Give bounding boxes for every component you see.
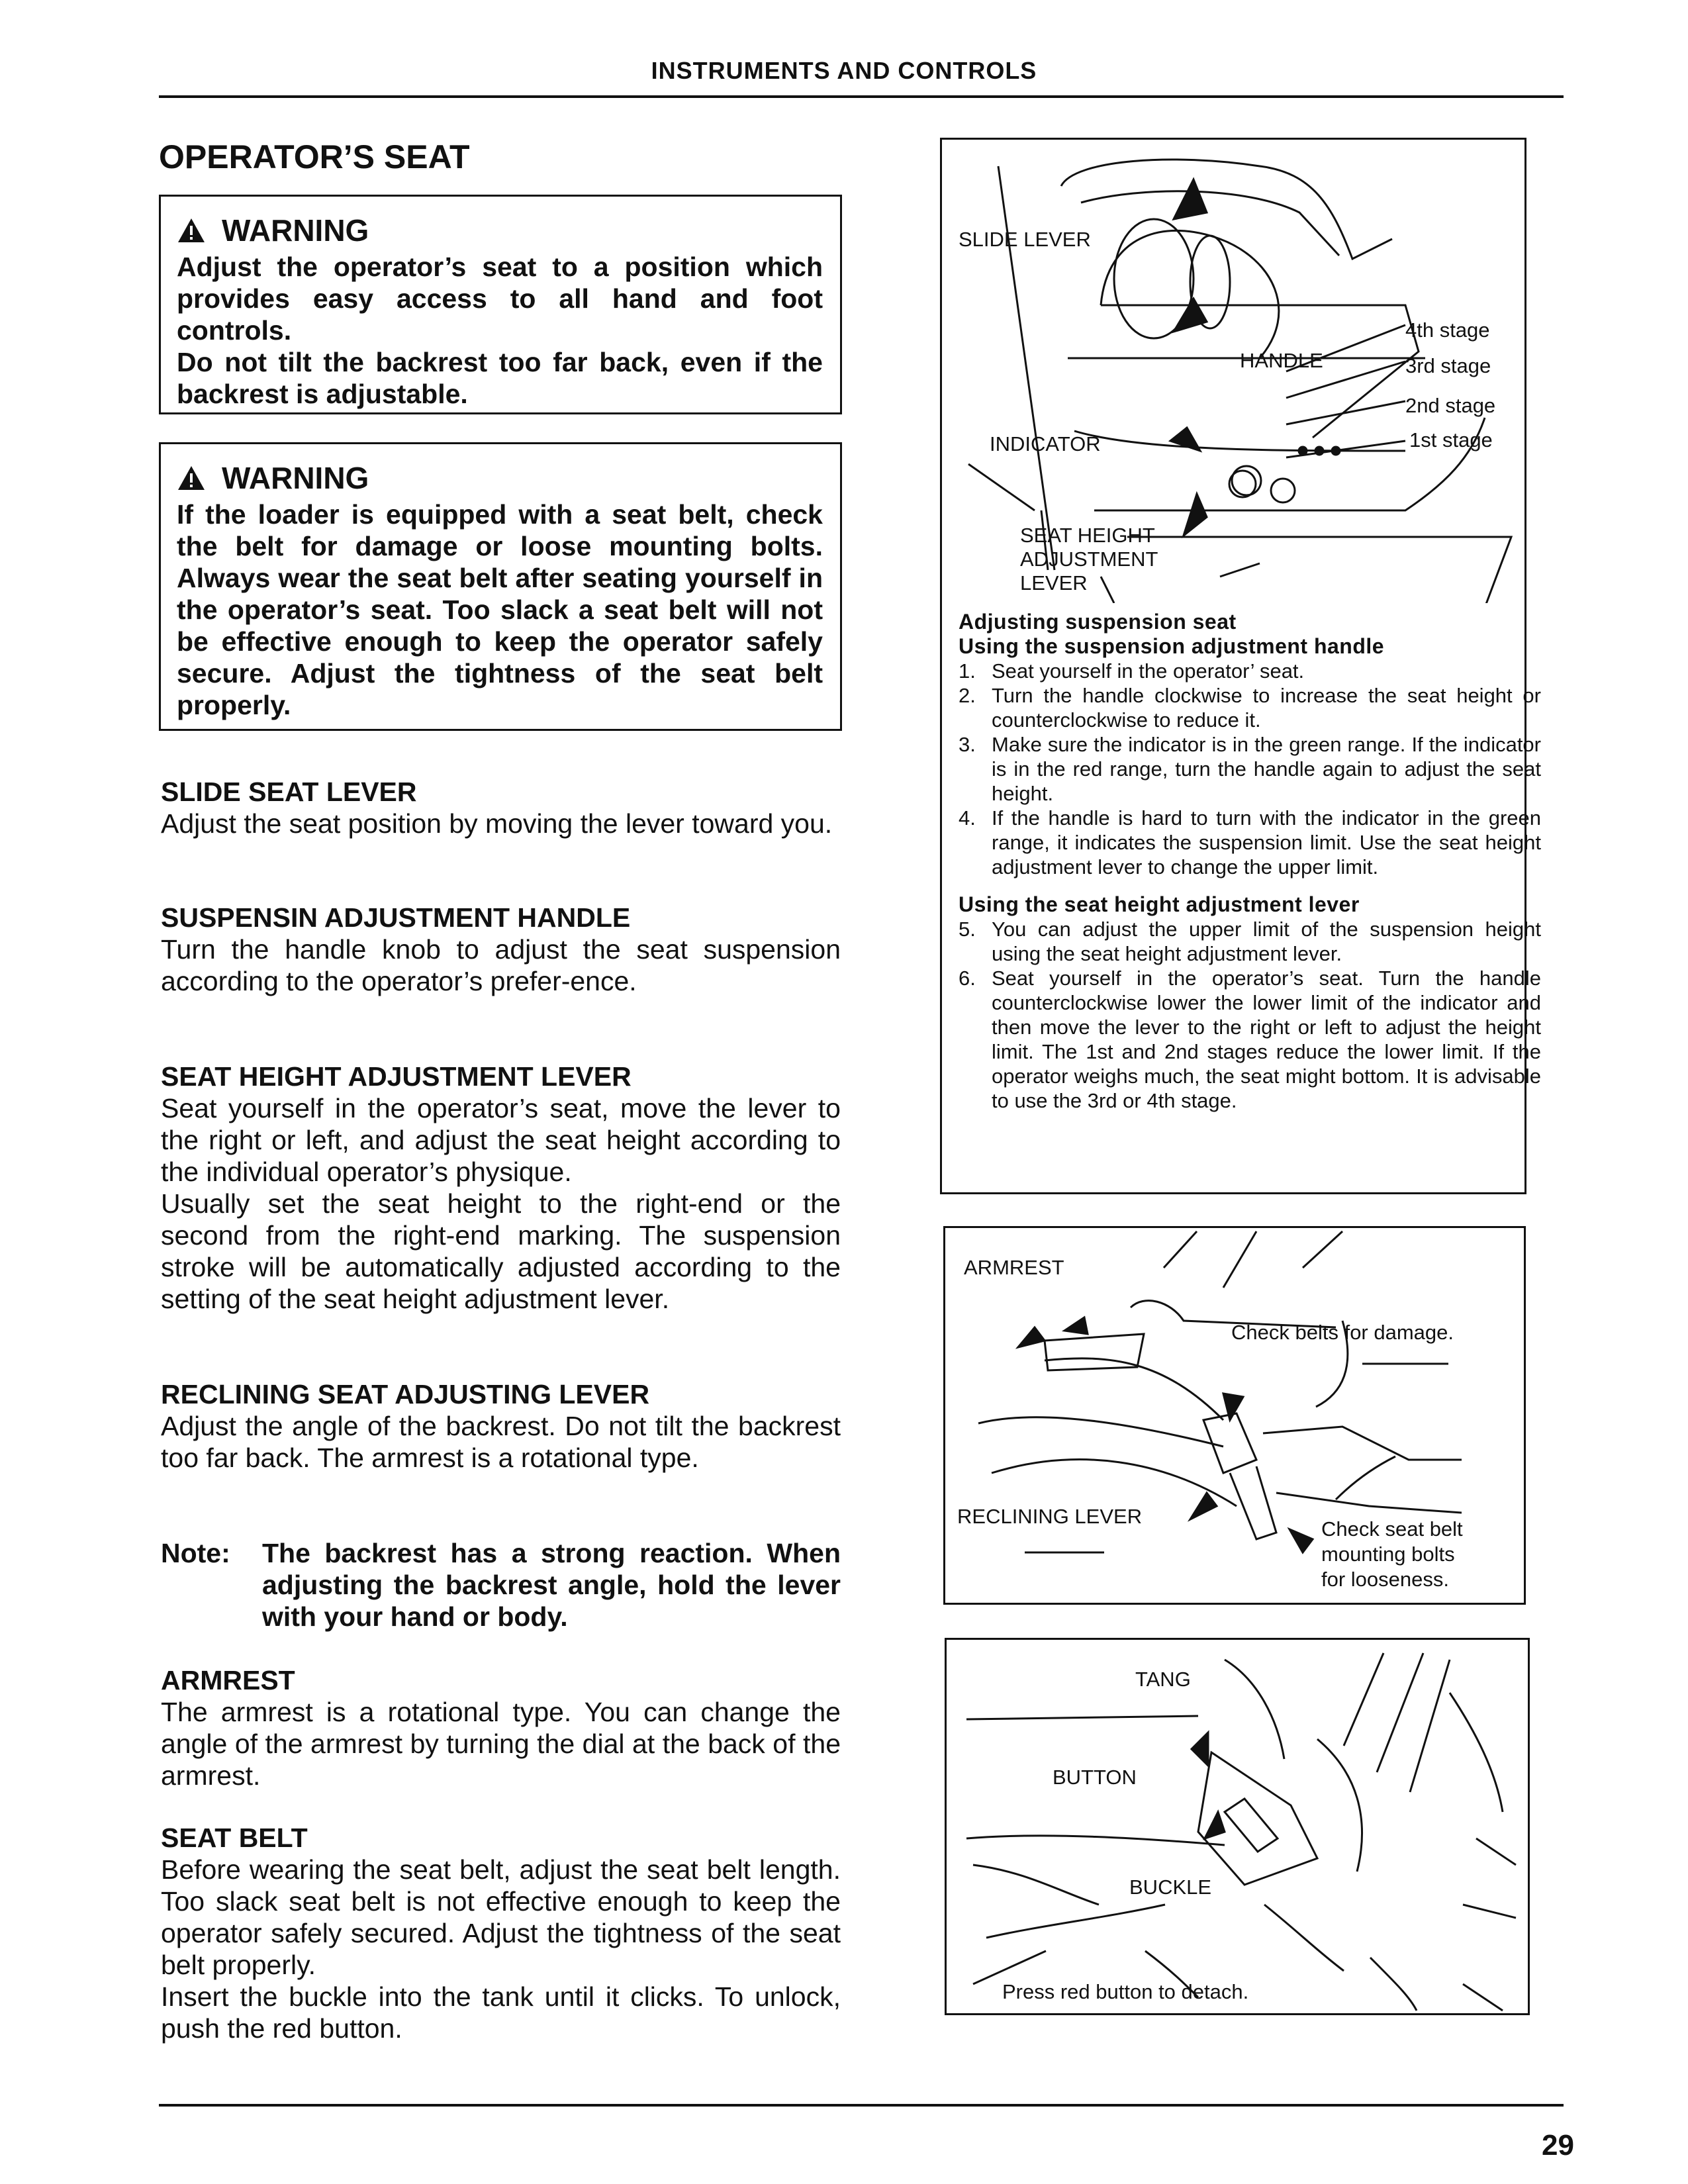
warning-body [177, 499, 823, 721]
warning-paragraph: Do not tilt the backrest too far back, even if the backrest is adjustable. [177, 347, 823, 409]
warning-paragraph: Adjust the operator’s seat to a position which provides easy access to all hand and foot controls. [177, 252, 823, 346]
step-number: 2. [959, 684, 976, 707]
body-paragraph: Seat yourself in the operator’s seat, move the lever to the right or left, and adjust the seat height according to the individual operator’s physique. [161, 1093, 841, 1187]
subsection-heading: SUSPENSIN ADJUSTMENT HANDLE [161, 902, 631, 933]
warning-box-1 [159, 195, 842, 414]
step-text: Turn the handle clockwise to increase the seat height or counterclockwise to reduce it. [992, 684, 1541, 732]
warning-box-2 [159, 442, 842, 731]
warning-paragraph: If the loader is equipped with a seat belt, check the belt for damage or loose mounting bolts. Always wear the seat belt after seating yourself in the operator’s seat. Too slack a seat belt will not be effective enough to keep the operator safely secure. Adjust the tightness of the seat belt properly. [177, 499, 823, 720]
label-line: SEAT HEIGHT [1020, 524, 1155, 547]
indicator-label: INDICATOR [990, 432, 1101, 455]
body-paragraph: Turn the handle knob to adjust the seat suspension according to the operator’s prefer-ence. [161, 934, 841, 996]
slide-seat-lever-block [161, 776, 841, 839]
body-paragraph: Adjust the angle of the backrest. Do not tilt the backrest too far back. The armrest is a rotational type. [161, 1411, 841, 1473]
buckle-label: BUCKLE [1129, 1875, 1212, 1899]
armrest-figure [943, 1226, 1526, 1605]
instructions-subheading: Using the seat height adjustment lever [959, 892, 1360, 916]
step-item [959, 966, 1541, 1113]
step-number: 3. [959, 733, 976, 756]
body-paragraph: Insert the buckle into the tank until it clicks. To unlock, push the red button. [161, 1981, 841, 2044]
buckle-caption: Press red button to detach. [1002, 1980, 1249, 2003]
armrest-block [161, 1664, 841, 1791]
check-bolts-label [1321, 1517, 1463, 1592]
warning-heading [177, 213, 823, 248]
reclining-lever-label: RECLINING LEVER [957, 1505, 1143, 1528]
step-number: 6. [959, 967, 976, 990]
subsection-heading: ARMREST [161, 1665, 295, 1695]
page-number: 29 [1542, 2129, 1574, 2161]
steps-list-b [959, 917, 1541, 1113]
note-text: The backrest has a strong reaction. When adjusting the backrest angle, hold the lever with your hand or body. [262, 1538, 841, 1632]
warning-body [177, 251, 823, 410]
suspension-seat-figure [940, 138, 1541, 1194]
label-line: mounting bolts [1321, 1543, 1455, 1566]
note-block [161, 1537, 841, 1633]
stage-4-label: 4th stage [1405, 318, 1490, 342]
buckle-illustration [947, 1640, 1532, 2017]
stage-3-label: 3rd stage [1405, 354, 1491, 377]
step-text: Make sure the indicator is in the green range. If the indicator is in the red range, turn the handle again to adjust the seat height. [992, 733, 1541, 805]
seat-height-lever-block [161, 1061, 841, 1315]
warning-title: WARNING [222, 213, 369, 248]
step-item [959, 917, 1541, 966]
step-number: 4. [959, 806, 976, 830]
stage-1-label: 1st stage [1409, 428, 1493, 451]
body-paragraph: Adjust the seat position by moving the lever toward you. [161, 808, 833, 839]
seat-height-lever-label [1020, 524, 1158, 595]
warning-heading [177, 460, 823, 496]
label-line: for looseness. [1321, 1568, 1449, 1591]
label-line: Check seat belt [1321, 1517, 1463, 1541]
button-label: BUTTON [1053, 1766, 1137, 1789]
step-item [959, 683, 1541, 732]
section-title: OPERATOR’S SEAT [159, 138, 470, 175]
label-line: LEVER [1020, 571, 1088, 594]
instructions-subheading: Using the suspension adjustment handle [959, 634, 1385, 658]
check-belts-label: Check belts for damage. [1231, 1321, 1454, 1344]
step-item [959, 806, 1541, 879]
warning-triangle-icon [177, 217, 206, 244]
steps-list-a [959, 659, 1541, 879]
step-number: 1. [959, 659, 976, 683]
step-number: 5. [959, 918, 976, 941]
body-paragraph: The armrest is a rotational type. You can change the angle of the armrest by turning the dial at the back of the armrest. [161, 1697, 841, 1791]
subsection-heading: SEAT BELT [161, 1823, 308, 1853]
slide-lever-label: SLIDE LEVER [959, 228, 1091, 251]
step-text: Seat yourself in the operator’ seat. [992, 659, 1305, 683]
handle-label: HANDLE [1240, 349, 1323, 372]
body-paragraph: Usually set the seat height to the right-end or the second from the right-end marking. The suspension stroke will be automatically adjusted according to the setting of the seat height adjustment lever. [161, 1188, 841, 1314]
label-line: ADJUSTMENT [1020, 547, 1158, 571]
seat-belt-block [161, 1822, 841, 2044]
warning-triangle-icon [177, 465, 206, 491]
tang-label: TANG [1135, 1668, 1191, 1691]
step-text: You can adjust the upper limit of the suspension height using the seat height adjustment lever. [992, 918, 1541, 965]
warning-title: WARNING [222, 461, 369, 495]
subsection-heading: SLIDE SEAT LEVER [161, 777, 417, 807]
running-header: INSTRUMENTS AND CONTROLS [651, 57, 1037, 84]
footer-rule [159, 2104, 1564, 2107]
reclining-lever-block [161, 1378, 841, 1474]
subsection-heading: SEAT HEIGHT ADJUSTMENT LEVER [161, 1061, 632, 1092]
suspension-handle-block [161, 902, 841, 997]
step-item [959, 659, 1541, 683]
armrest-label: ARMREST [964, 1256, 1064, 1279]
header-rule [159, 95, 1564, 98]
step-text: Seat yourself in the operator’s seat. Turn the handle counterclockwise lower the lower limit of the indicator and then move the lever to the right or left to adjust the height limit. The 1st and 2nd stages reduce the lower limit. If the operator weighs much, the seat might bottom. It is advisable to use the 3rd or 4th stage. [992, 967, 1541, 1112]
buckle-figure [945, 1638, 1530, 2015]
step-item [959, 732, 1541, 806]
subsection-heading: RECLINING SEAT ADJUSTING LEVER [161, 1379, 650, 1409]
note-label: Note: [161, 1538, 230, 1568]
body-paragraph: Before wearing the seat belt, adjust the seat belt length. Too slack seat belt is not effective enough to keep the operator safely secured. Adjust the tightness of the seat belt properly. [161, 1854, 841, 1980]
instructions-heading: Adjusting suspension seat [959, 610, 1237, 634]
stage-2-label: 2nd stage [1405, 394, 1496, 417]
suspension-instructions [959, 610, 1541, 1113]
step-text: If the handle is hard to turn with the indicator in the green range, it indicates the suspension limit. Use the seat height adjustment lever to change the upper limit. [992, 806, 1541, 878]
